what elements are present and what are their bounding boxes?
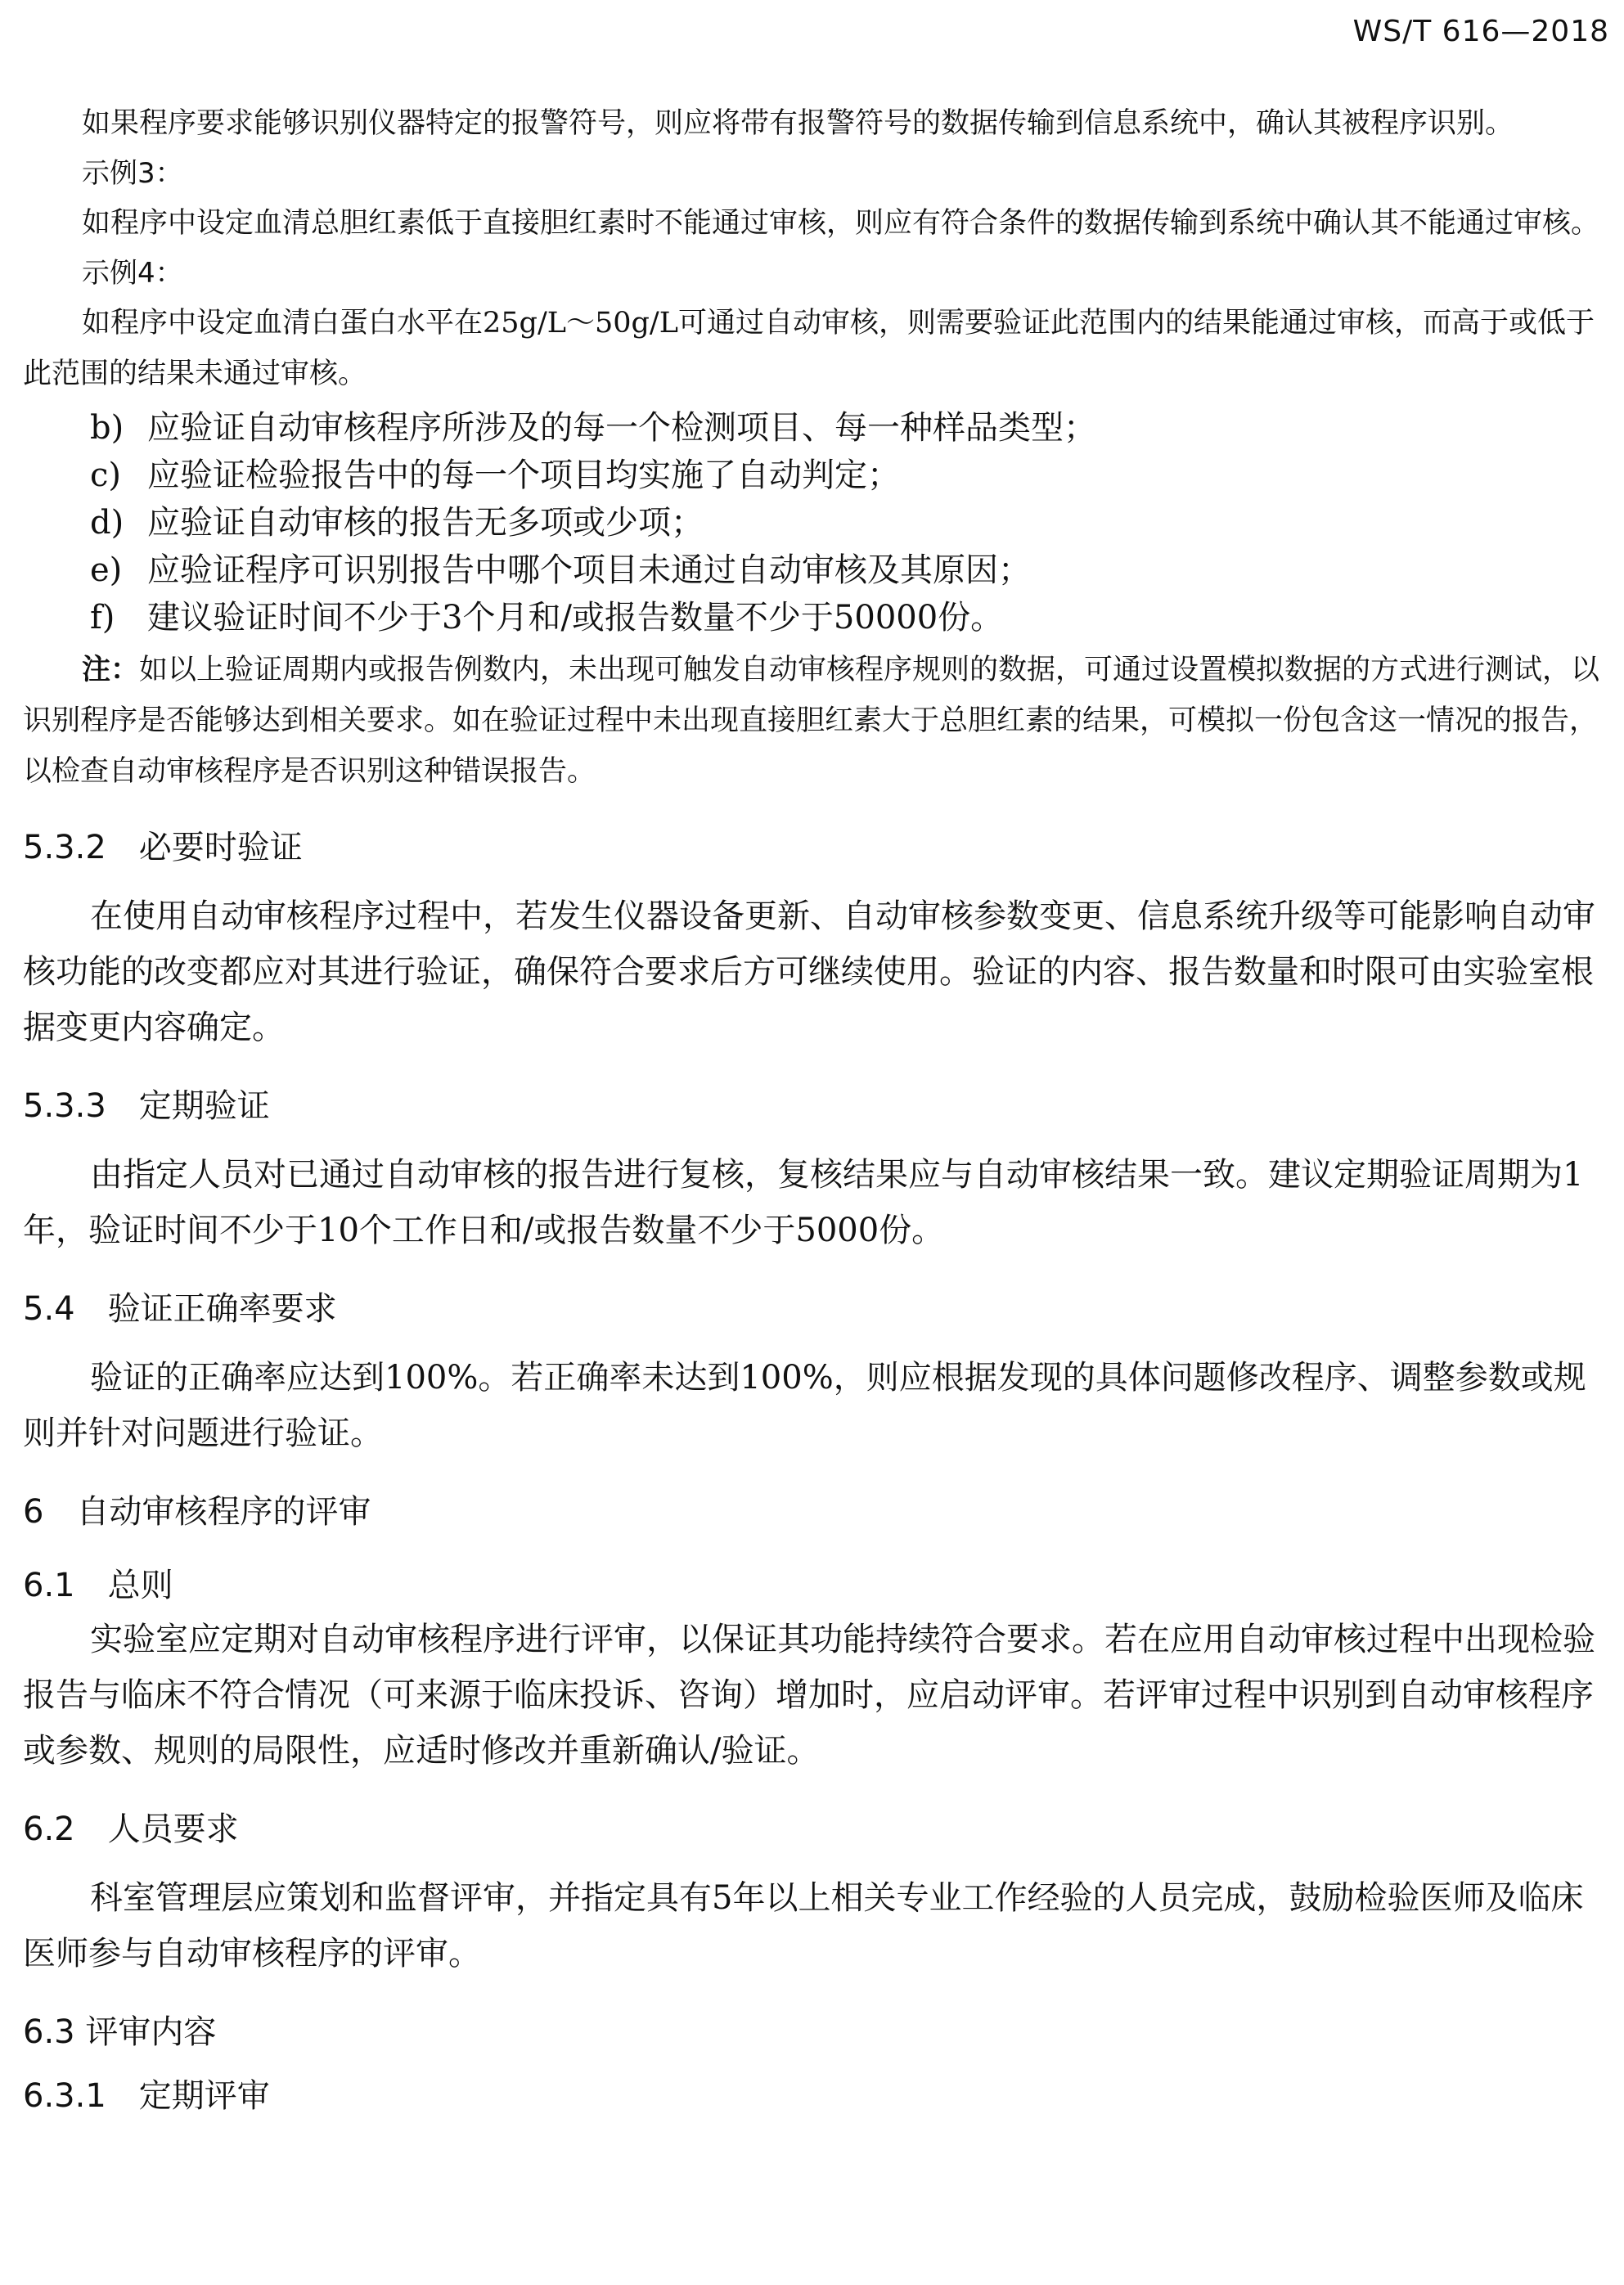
chapter-heading-6: 6 自动审核程序的评审 xyxy=(23,1493,371,1531)
list-item: b) 应验证自动审核程序所涉及的每一个检测项目、每一种样品类型； xyxy=(90,409,1096,447)
section-heading-5-4: 5.4 验证正确率要求 xyxy=(23,1290,337,1328)
requirement-list xyxy=(23,404,1609,641)
section-heading-5-3-2: 5.3.2 必要时验证 xyxy=(23,829,303,866)
note-text: 如以上验证周期内或报告例数内，未出现可触发自动审核程序规则的数据，可通过设置模拟数据的方式进行测试，以识别程序是否能够达到相关要求。如在验证过程中未出现直接胆红素大于总胆红素的结果，可模拟一份包含这一情况的报告，以检查自动审核程序是否识别这种错误报告。 xyxy=(23,654,1600,788)
list-item: c) 应验证检验报告中的每一个项目均实施了自动判定； xyxy=(90,457,900,494)
example-text: 如程序中设定血清总胆红素低于直接胆红素时不能通过审核，则应有符合条件的数据传输到系统中确认其不能通过审核。 xyxy=(82,207,1600,240)
section-text-5-3-3: 由指定人员对已通过自动审核的报告进行复核，复核结果应与自动审核结果一致。建议定期验证周期为1年，验证时间不少于10个工作日和/或报告数量不少于5000份。 xyxy=(23,1156,1584,1249)
section-text-6-1: 实验室应定期对自动审核程序进行评审，以保证其功能持续符合要求。若在应用自动审核过程中出现检验报告与临床不符合情况（可来源于临床投诉、咨询）增加时，应启动评审。若评审过程中识别到自动审核程序或参数、规则的局限性，应适时修改并重新确认/验证。 xyxy=(23,1621,1595,1770)
example-label: 示例3： xyxy=(82,157,183,190)
section-heading-6-3: 6.3 评审内容 xyxy=(23,2013,217,2051)
section-text-5-3-2: 在使用自动审核程序过程中，若发生仪器设备更新、自动审核参数变更、信息系统升级等可能影响自动审核功能的改变都应对其进行验证，确保符合要求后方可继续使用。验证的内容、报告数量和时限可由实验室根据变更内容确定。 xyxy=(23,897,1595,1046)
example-label: 示例4： xyxy=(82,257,183,290)
list-item: e) 应验证程序可识别报告中哪个项目未通过自动审核及其原因； xyxy=(90,551,1031,589)
section-heading-6-3-1: 6.3.1 定期评审 xyxy=(23,2077,270,2115)
list-item: f) 建议验证时间不少于3个月和/或报告数量不少于50000份。 xyxy=(90,599,1004,636)
section-heading-6-2: 6.2 人员要求 xyxy=(23,1810,239,1848)
document-code: WS/T 616—2018 xyxy=(1352,15,1609,48)
example-text: 如程序中设定血清白蛋白水平在25g/L～50g/L可通过自动审核，则需要验证此范围内的结果能通过审核，而高于或低于此范围的结果未通过审核。 xyxy=(23,307,1595,390)
page-content xyxy=(23,98,1609,2137)
list-item: d) 应验证自动审核的报告无多项或少项； xyxy=(90,504,704,542)
section-text-5-4: 验证的正确率应达到100%。若正确率未达到100%，则应根据发现的具体问题修改程序、调整参数或规则并针对问题进行验证。 xyxy=(23,1359,1586,1452)
note-label: 注： xyxy=(82,654,140,686)
note xyxy=(23,645,1609,797)
paragraph: 如果程序要求能够识别仪器特定的报警符号，则应将带有报警符号的数据传输到信息系统中，确认其被程序识别。 xyxy=(82,107,1514,140)
section-heading-6-1: 6.1 总则 xyxy=(23,1567,173,1604)
section-heading-5-3-3: 5.3.3 定期验证 xyxy=(23,1087,270,1125)
section-text-6-2: 科室管理层应策划和监督评审，并指定具有5年以上相关专业工作经验的人员完成，鼓励检验医师及临床医师参与自动审核程序的评审。 xyxy=(23,1879,1584,1972)
